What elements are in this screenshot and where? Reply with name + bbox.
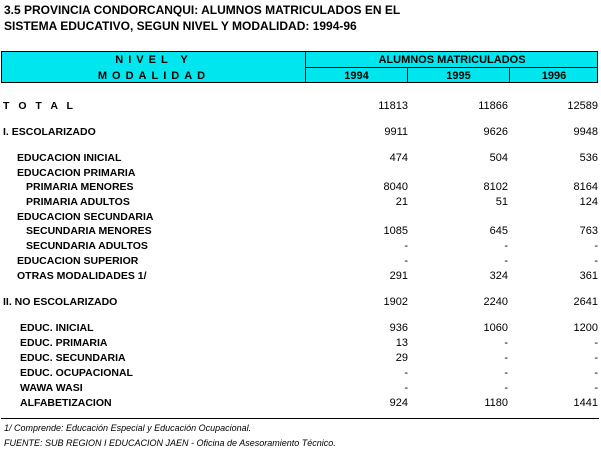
table-header <box>1 51 598 83</box>
footnote: 1/ Comprende: Educación Especial y Educación Ocupacional. <box>4 423 252 433</box>
cell-1996: 763 <box>579 225 598 237</box>
table-row <box>0 210 601 224</box>
table-row <box>0 254 601 268</box>
cell-1996: - <box>594 352 598 364</box>
table-row <box>0 336 601 350</box>
cell-1995: 645 <box>489 225 508 237</box>
cell-1996: - <box>594 367 598 379</box>
cell-1995: 8102 <box>483 181 508 193</box>
cell-1994: 11813 <box>378 100 408 112</box>
header-year-1995: 1995 <box>446 70 471 82</box>
cell-1994: 1902 <box>383 296 408 308</box>
cell-1994: 924 <box>389 397 408 409</box>
table-row <box>0 269 601 283</box>
cell-1995: - <box>504 382 508 394</box>
table-row <box>0 151 601 165</box>
row-label: SECUNDARIA ADULTOS <box>26 240 148 252</box>
header-divider <box>306 67 597 68</box>
row-label: PRIMARIA MENORES <box>26 181 134 193</box>
row-label: T O T A L <box>3 100 76 112</box>
cell-1995: - <box>504 337 508 349</box>
cell-1994: 8040 <box>383 181 408 193</box>
cell-1996: - <box>594 240 598 252</box>
cell-1996: 1200 <box>573 322 598 334</box>
cell-1994: 291 <box>389 270 408 282</box>
table-row <box>0 295 601 309</box>
cell-1996: 8164 <box>573 181 598 193</box>
row-label: EDUC. SECUNDARIA <box>20 352 126 364</box>
cell-1996: 124 <box>579 196 598 208</box>
row-label: PRIMARIA ADULTOS <box>26 196 130 208</box>
cell-1994: - <box>404 255 408 267</box>
cell-1994: 936 <box>389 322 408 334</box>
cell-1994: - <box>404 240 408 252</box>
cell-1995: - <box>504 352 508 364</box>
table-row <box>0 396 601 410</box>
cell-1994: 9911 <box>384 126 408 138</box>
row-label: EDUCACION PRIMARIA <box>17 167 136 179</box>
header-alumnos-matriculados: ALUMNOS MATRICULADOS <box>378 54 526 66</box>
cell-1994: - <box>404 367 408 379</box>
table-row <box>0 166 601 180</box>
table-row <box>0 351 601 365</box>
cell-1995: 504 <box>489 152 508 164</box>
cell-1995: 1060 <box>483 322 508 334</box>
footer-divider <box>1 418 599 419</box>
row-label: ALFABETIZACION <box>20 397 112 409</box>
cell-1995: 2240 <box>483 296 508 308</box>
cell-1996: 12589 <box>567 100 598 112</box>
header-year-1996: 1996 <box>541 70 567 82</box>
cell-1995: 11866 <box>478 100 508 112</box>
table-row <box>0 125 601 139</box>
table-row <box>0 224 601 238</box>
cell-1996: 361 <box>579 270 598 282</box>
row-label: EDUC. PRIMARIA <box>20 337 108 349</box>
table-row <box>0 195 601 209</box>
cell-1996: - <box>594 382 598 394</box>
header-nivel: NIVEL Y <box>115 54 193 66</box>
table-title-line1: 3.5 PROVINCIA CONDORCANQUI: ALUMNOS MATRICULADOS EN EL <box>4 3 401 17</box>
cell-1995: 324 <box>489 270 508 282</box>
cell-1996: 2641 <box>573 296 598 308</box>
row-label: EDUC. OCUPACIONAL <box>20 367 133 379</box>
cell-1994: 29 <box>395 352 408 364</box>
table-row <box>0 366 601 380</box>
cell-1996: - <box>594 255 598 267</box>
row-label: EDUCACION INICIAL <box>17 152 122 164</box>
cell-1994: - <box>404 382 408 394</box>
row-label: EDUCACION SECUNDARIA <box>17 211 154 223</box>
row-label: EDUC. INICIAL <box>20 322 94 334</box>
cell-1995: - <box>504 367 508 379</box>
cell-1996: - <box>594 337 598 349</box>
row-label: OTRAS MODALIDADES 1/ <box>17 270 147 282</box>
table-row <box>0 239 601 253</box>
header-modalidad: MODALIDAD <box>97 70 211 82</box>
cell-1995: - <box>504 255 508 267</box>
row-label: II. NO ESCOLARIZADO <box>3 296 118 308</box>
row-label: WAWA WASI <box>20 382 83 394</box>
row-label: SECUNDARIA MENORES <box>26 225 152 237</box>
cell-1995: 1180 <box>484 397 508 409</box>
table-row <box>0 321 601 335</box>
cell-1994: 474 <box>389 152 408 164</box>
cell-1996: 1441 <box>573 397 598 409</box>
cell-1995: 51 <box>495 196 508 208</box>
cell-1994: 13 <box>395 337 408 349</box>
table-row <box>0 180 601 194</box>
table-title-line2: SISTEMA EDUCATIVO, SEGUN NIVEL Y MODALIDAD: 1994-96 <box>4 19 357 33</box>
cell-1996: 9948 <box>573 126 598 138</box>
cell-1994: 1085 <box>383 225 408 237</box>
source-note: FUENTE: SUB REGION I EDUCACION JAEN - Oficina de Asesoramiento Técnico. <box>4 438 336 448</box>
row-label: EDUCACION SUPERIOR <box>17 255 139 267</box>
table-row <box>0 381 601 395</box>
cell-1996: 536 <box>579 152 598 164</box>
cell-1994: 21 <box>395 196 408 208</box>
table-row <box>0 99 601 113</box>
row-label: I. ESCOLARIZADO <box>3 126 96 138</box>
header-year-1994: 1994 <box>344 70 369 82</box>
cell-1995: 9626 <box>483 126 508 138</box>
cell-1995: - <box>504 240 508 252</box>
